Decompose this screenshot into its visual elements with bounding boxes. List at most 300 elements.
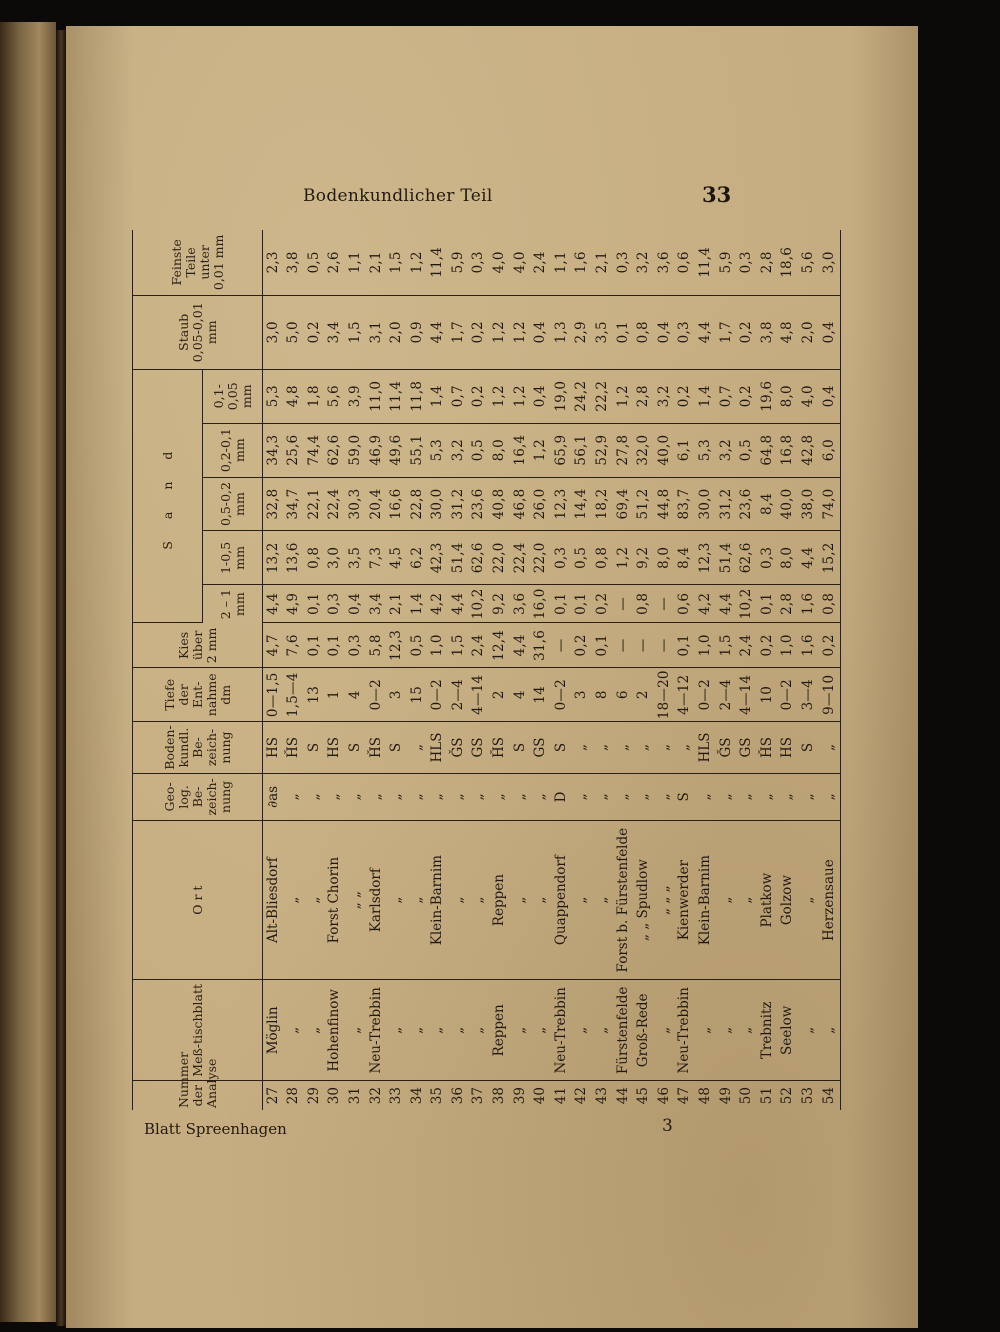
cell-geolog: „ [798,773,819,820]
cell-ort: „ [572,820,593,979]
cell-kies: 2,4 [737,623,758,668]
cell-geolog: „ [695,773,716,820]
cell-tiefe: 2 [634,668,655,722]
cell-sand-2-1: 0,4 [345,585,366,623]
table-row [407,230,428,1110]
cell-staub: 3,4 [325,295,346,369]
cell-sand-2-1: 0,8 [819,585,840,623]
cell-feinste: 2,3 [263,230,284,295]
cell-sand-1-05: 0,8 [304,531,325,585]
cell-sand-05-02: 30,0 [428,477,449,531]
cell-sand-05-02: 20,4 [366,477,387,531]
cell-messtischblatt: Neu-Trebbin [366,980,387,1081]
cell-ort: „ [716,820,737,979]
cell-messtischblatt: „ [531,980,552,1081]
cell-messtischblatt: „ [304,980,325,1081]
cell-sand-02-01: 25,6 [284,423,305,477]
cell-staub: 1,7 [716,295,737,369]
cell-bodenkundl: ǦS [716,722,737,774]
cell-sand-02-01: 74,4 [304,423,325,477]
cell-ort: Quappendorf [551,820,572,979]
cell-sand-1-05: 42,3 [428,531,449,585]
cell-ort: Forst b. Fürstenfelde [613,820,634,979]
header-sand-05-02: 0,5-0,2 mm [203,477,263,531]
cell-sand-2-1: 0,1 [304,585,325,623]
cell-sand-2-1: 4,9 [284,585,305,623]
table-row [325,230,346,1110]
cell-tiefe: 18—20 [654,668,675,722]
cell-sand-05-02: 23,6 [469,477,490,531]
cell-ort: „ [284,820,305,979]
cell-bodenkundl: „ [572,722,593,774]
cell-sand-02-01: 52,9 [593,423,614,477]
cell-ort: Karlsdorf [366,820,387,979]
cell-staub: 1,3 [551,295,572,369]
cell-kies: 0,3 [345,623,366,668]
cell-tiefe: 0—2 [778,668,799,722]
cell-ort: Klein-Barnim [428,820,449,979]
cell-sand-01-005: 11,0 [366,369,387,423]
cell-nr: 50 [738,1087,755,1105]
cell-sand-2-1: 4,4 [716,585,737,623]
cell-kies: 12,3 [387,623,408,668]
table-row [510,230,531,1110]
cell-sand-02-01: 55,1 [407,423,428,477]
cell-sand-2-1: 16,0 [531,585,552,623]
cell-sand-02-01: 3,2 [448,423,469,477]
cell-tiefe: 10 [757,668,778,722]
cell-sand-02-01: 62,6 [325,423,346,477]
cell-nr: 36 [449,1087,466,1105]
cell-sand-2-1: 3,4 [366,585,387,623]
table-row [490,230,511,1110]
cell-nr: 43 [594,1087,611,1105]
cell-sand-01-005: 0,7 [448,369,469,423]
cell-sand-05-02: 22,8 [407,477,428,531]
header-bodenkundl: Boden-kundl. Be-zeich-nung [133,722,263,774]
cell-feinste: 2,1 [593,230,614,295]
cell-ort: „ „ „ [654,820,675,979]
table-row [428,230,449,1110]
cell-geolog: „ [345,773,366,820]
cell-kies: 1,0 [428,623,449,668]
cell-staub: 1,2 [490,295,511,369]
cell-tiefe: 0—2 [428,668,449,722]
cell-messtischblatt: „ [695,980,716,1081]
header-feinste-teile: Feinste Teile unter 0,01 mm [133,230,263,295]
cell-kies: 5,8 [366,623,387,668]
cell-bodenkundl: „ [613,722,634,774]
table-row [695,230,716,1110]
cell-sand-01-005: 0,2 [675,369,696,423]
cell-tiefe: 4 [510,668,531,722]
cell-feinste: 18,6 [778,230,799,295]
cell-kies: 1,0 [695,623,716,668]
cell-sand-02-01: 0,5 [737,423,758,477]
cell-sand-05-02: 31,2 [448,477,469,531]
cell-nr: 31 [346,1087,363,1105]
cell-kies: — [634,623,655,668]
cell-bodenkundl: GS [737,722,758,774]
table-row [737,230,758,1110]
cell-nr: 45 [635,1087,652,1105]
cell-tiefe: 9—10 [819,668,840,722]
cell-bodenkundl: S [345,722,366,774]
cell-sand-1-05: 4,5 [387,531,408,585]
cell-staub: 4,8 [778,295,799,369]
cell-tiefe: 13 [304,668,325,722]
header-nummer: Nummer der Analyse [133,1081,263,1110]
cell-staub: 3,5 [593,295,614,369]
cell-sand-02-01: 3,2 [716,423,737,477]
cell-geolog: „ [428,773,449,820]
header-tiefe-unit: dm [217,684,233,705]
cell-bodenkundl: S [510,722,531,774]
cell-nr: 41 [552,1087,569,1105]
cell-staub: 2,0 [387,295,408,369]
cell-ort: Reppen [490,820,511,979]
cell-bodenkundl: ȞS [284,722,305,774]
cell-feinste: 11,4 [695,230,716,295]
book-spine [56,30,66,1326]
cell-bodenkundl: „ [634,722,655,774]
cell-bodenkundl: ǦS [448,722,469,774]
table-row [798,230,819,1110]
cell-ort: „ [304,820,325,979]
cell-kies: 0,1 [593,623,614,668]
cell-sand-01-005: 1,2 [613,369,634,423]
cell-sand-01-005: 11,8 [407,369,428,423]
cell-feinste: 5,9 [448,230,469,295]
cell-sand-01-005: 0,4 [819,369,840,423]
cell-sand-05-02: 26,0 [531,477,552,531]
cell-messtischblatt: „ [387,980,408,1081]
cell-sand-02-01: 34,3 [263,423,284,477]
cell-kies: 1,5 [716,623,737,668]
header-messtischblatt: Meß-tischblatt [133,980,263,1081]
cell-messtischblatt: „ [572,980,593,1081]
cell-ort: Herzensaue [819,820,840,979]
cell-kies: 12,4 [490,623,511,668]
cell-geolog: „ [304,773,325,820]
cell-nr: 46 [655,1087,672,1105]
cell-tiefe: 3—4 [798,668,819,722]
cell-messtischblatt: „ [428,980,449,1081]
cell-sand-2-1: 0,1 [551,585,572,623]
cell-kies: 1,5 [448,623,469,668]
cell-tiefe: 4—12 [675,668,696,722]
cell-sand-05-02: 30,0 [695,477,716,531]
cell-kies: 7,6 [284,623,305,668]
cell-tiefe: 3 [572,668,593,722]
cell-sand-02-01: 40,0 [654,423,675,477]
cell-messtischblatt: „ [407,980,428,1081]
cell-geolog: „ [613,773,634,820]
cell-kies: — [551,623,572,668]
cell-sand-02-01: 16,4 [510,423,531,477]
table-row [613,230,634,1110]
cell-feinste: 3,6 [654,230,675,295]
header-geolog: Geo-log. Be-zeich-nung [133,773,263,820]
cell-tiefe: 1,5—4 [284,668,305,722]
cell-geolog: „ [366,773,387,820]
running-head: Bodenkundlicher Teil [303,186,493,206]
cell-sand-1-05: 51,4 [448,531,469,585]
cell-tiefe: 4 [345,668,366,722]
table-row [634,230,655,1110]
table-row [448,230,469,1110]
cell-ort: „ „ [345,820,366,979]
cell-nr: 35 [429,1087,446,1105]
cell-bodenkundl: HLS [428,722,449,774]
cell-sand-1-05: 8,4 [675,531,696,585]
cell-messtischblatt: Hohenfinow [325,980,346,1081]
cell-sand-2-1: 4,2 [428,585,449,623]
footer-sheet-name: Blatt Spreenhagen [144,1120,287,1138]
cell-feinste: 1,2 [407,230,428,295]
cell-sand-2-1: 2,1 [387,585,408,623]
cell-bodenkundl: HS [263,722,284,774]
cell-sand-05-02: 40,8 [490,477,511,531]
cell-sand-1-05: 62,6 [469,531,490,585]
cell-ort: „ [469,820,490,979]
cell-staub: 2,0 [798,295,819,369]
cell-ort: Klein-Barnim [695,820,716,979]
cell-sand-05-02: 32,8 [263,477,284,531]
header-sand-2-1: 2 – 1 mm [203,585,263,623]
cell-messtischblatt: Möglin [263,980,284,1081]
cell-geolog: „ [654,773,675,820]
cell-sand-02-01: 56,1 [572,423,593,477]
cell-bodenkundl: S [387,722,408,774]
cell-messtischblatt: „ [469,980,490,1081]
cell-sand-2-1: — [654,585,675,623]
cell-sand-05-02: 16,6 [387,477,408,531]
table-row [757,230,778,1110]
cell-staub: 1,7 [448,295,469,369]
table-row [593,230,614,1110]
cell-ort: „ [531,820,552,979]
table-row [654,230,675,1110]
cell-ort: „ [387,820,408,979]
table-row [551,230,572,1110]
cell-sand-02-01: 64,8 [757,423,778,477]
cell-geolog: „ [819,773,840,820]
cell-sand-05-02: 51,2 [634,477,655,531]
cell-bodenkundl: ȞS [366,722,387,774]
header-kies: Kies über 2 mm [133,623,263,668]
table-row [778,230,799,1110]
cell-sand-01-005: 0,7 [716,369,737,423]
cell-nr: 44 [614,1087,631,1105]
cell-sand-1-05: 0,8 [593,531,614,585]
cell-sand-01-005: 22,2 [593,369,614,423]
cell-sand-1-05: 7,3 [366,531,387,585]
cell-staub: 3,8 [757,295,778,369]
cell-nr: 51 [758,1087,775,1105]
cell-sand-01-005: 1,2 [510,369,531,423]
cell-geolog: „ [634,773,655,820]
cell-feinste: 3,0 [819,230,840,295]
cell-tiefe: 0—2 [695,668,716,722]
cell-sand-01-005: 1,2 [490,369,511,423]
table-row [284,230,305,1110]
cell-sand-05-02: 69,4 [613,477,634,531]
cell-feinste: 5,9 [716,230,737,295]
cell-sand-2-1: 0,1 [757,585,778,623]
cell-ort: „ [448,820,469,979]
cell-geolog: ∂as [263,773,284,820]
cell-messtischblatt: „ [654,980,675,1081]
cell-sand-1-05: 13,6 [284,531,305,585]
cell-sand-01-005: 0,2 [737,369,758,423]
cell-bodenkundl: S [798,722,819,774]
cell-feinste: 1,1 [551,230,572,295]
cell-sand-1-05: 4,4 [798,531,819,585]
cell-nr: 39 [511,1087,528,1105]
cell-sand-2-1: 0,1 [572,585,593,623]
cell-messtischblatt: Trebnitz [757,980,778,1081]
cell-bodenkundl: GS [531,722,552,774]
cell-feinste: 4,0 [510,230,531,295]
cell-staub: 3,0 [263,295,284,369]
cell-bodenkundl: „ [654,722,675,774]
page-number: 33 [702,182,732,207]
cell-feinste: 5,6 [798,230,819,295]
cell-sand-01-005: 1,8 [304,369,325,423]
cell-messtischblatt: Groß-Rede [634,980,655,1081]
cell-sand-2-1: 0,8 [634,585,655,623]
table-row [572,230,593,1110]
cell-staub: 5,0 [284,295,305,369]
cell-kies: 0,2 [757,623,778,668]
cell-sand-02-01: 27,8 [613,423,634,477]
cell-geolog: „ [510,773,531,820]
cell-nr: 54 [819,1081,840,1110]
footer-signature: 3 [662,1116,673,1136]
cell-sand-01-005: 0,4 [531,369,552,423]
cell-nr: 40 [532,1087,549,1105]
cell-geolog: D [551,773,572,820]
table-row [366,230,387,1110]
cell-sand-05-02: 31,2 [716,477,737,531]
header-sand-01-005: 0,1-0,05 mm [203,369,263,423]
cell-messtischblatt: „ [448,980,469,1081]
cell-ort: Golzow [778,820,799,979]
cell-feinste: 3,8 [284,230,305,295]
cell-feinste: 2,4 [531,230,552,295]
cell-kies: 4,7 [263,623,284,668]
cell-kies: 4,4 [510,623,531,668]
cell-sand-05-02: 83,7 [675,477,696,531]
cell-geolog: „ [490,773,511,820]
header-sand-02-01: 0,2-0,1 mm [203,423,263,477]
cell-sand-05-02: 22,1 [304,477,325,531]
cell-sand-02-01: 16,8 [778,423,799,477]
cell-bodenkundl: „ [593,722,614,774]
header-ort: O r t [133,820,263,979]
cell-sand-02-01: 59,0 [345,423,366,477]
cell-staub: 0,3 [675,295,696,369]
cell-sand-2-1: 10,2 [737,585,758,623]
cell-ort: „ [737,820,758,979]
cell-sand-05-02: 18,2 [593,477,614,531]
cell-geolog: „ [469,773,490,820]
cell-feinste: 11,4 [428,230,449,295]
cell-sand-01-005: 24,2 [572,369,593,423]
cell-messtischblatt: „ [716,980,737,1081]
cell-sand-1-05: 0,5 [572,531,593,585]
cell-bodenkundl: „ [407,722,428,774]
cell-bodenkundl: „ [819,722,840,774]
cell-nr: 33 [388,1087,405,1105]
cell-tiefe: 1 [325,668,346,722]
cell-feinste: 0,6 [675,230,696,295]
cell-sand-05-02: 14,4 [572,477,593,531]
cell-kies: 0,1 [304,623,325,668]
cell-bodenkundl: „ [675,722,696,774]
cell-nr: 29 [305,1087,322,1105]
cell-sand-2-1: 4,4 [263,585,284,623]
cell-bodenkundl: HS [325,722,346,774]
cell-ort: „ [407,820,428,979]
cell-feinste: 2,6 [325,230,346,295]
cell-sand-1-05: 22,4 [510,531,531,585]
cell-messtischblatt: Reppen [490,980,511,1081]
header-tiefe [133,668,263,722]
cell-bodenkundl: GS [469,722,490,774]
cell-sand-05-02: 46,8 [510,477,531,531]
cell-sand-01-005: 1,4 [695,369,716,423]
cell-sand-1-05: 12,3 [695,531,716,585]
cell-tiefe: 2 [490,668,511,722]
cell-geolog: „ [387,773,408,820]
cell-sand-1-05: 1,2 [613,531,634,585]
cell-sand-02-01: 5,3 [428,423,449,477]
cell-kies: 0,5 [407,623,428,668]
cell-sand-1-05: 3,5 [345,531,366,585]
cell-feinste: 0,5 [304,230,325,295]
cell-ort: „ [798,820,819,979]
cell-feinste: 2,1 [366,230,387,295]
table-row [819,230,840,1110]
cell-sand-1-05: 22,0 [490,531,511,585]
cell-staub: 1,2 [510,295,531,369]
cell-sand-1-05: 8,0 [778,531,799,585]
cell-nr: 28 [285,1087,302,1105]
cell-nr: 32 [367,1087,384,1105]
cell-geolog: „ [531,773,552,820]
table-row [345,230,366,1110]
cell-staub: 0,1 [613,295,634,369]
cell-messtischblatt: Neu-Trebbin [551,980,572,1081]
cell-nr: 47 [676,1087,693,1105]
cell-kies: 0,1 [675,623,696,668]
cell-feinste: 0,3 [613,230,634,295]
cell-sand-1-05: 0,3 [551,531,572,585]
cell-nr: 52 [779,1087,796,1105]
cell-geolog: „ [593,773,614,820]
cell-kies: 0,2 [572,623,593,668]
cell-bodenkundl: HS [778,722,799,774]
cell-kies: 2,4 [469,623,490,668]
cell-sand-2-1: 4,2 [695,585,716,623]
cell-geolog: „ [407,773,428,820]
cell-feinste: 1,5 [387,230,408,295]
table-row [675,230,696,1110]
cell-messtischblatt: „ [737,980,758,1081]
cell-sand-1-05: 15,2 [819,531,840,585]
